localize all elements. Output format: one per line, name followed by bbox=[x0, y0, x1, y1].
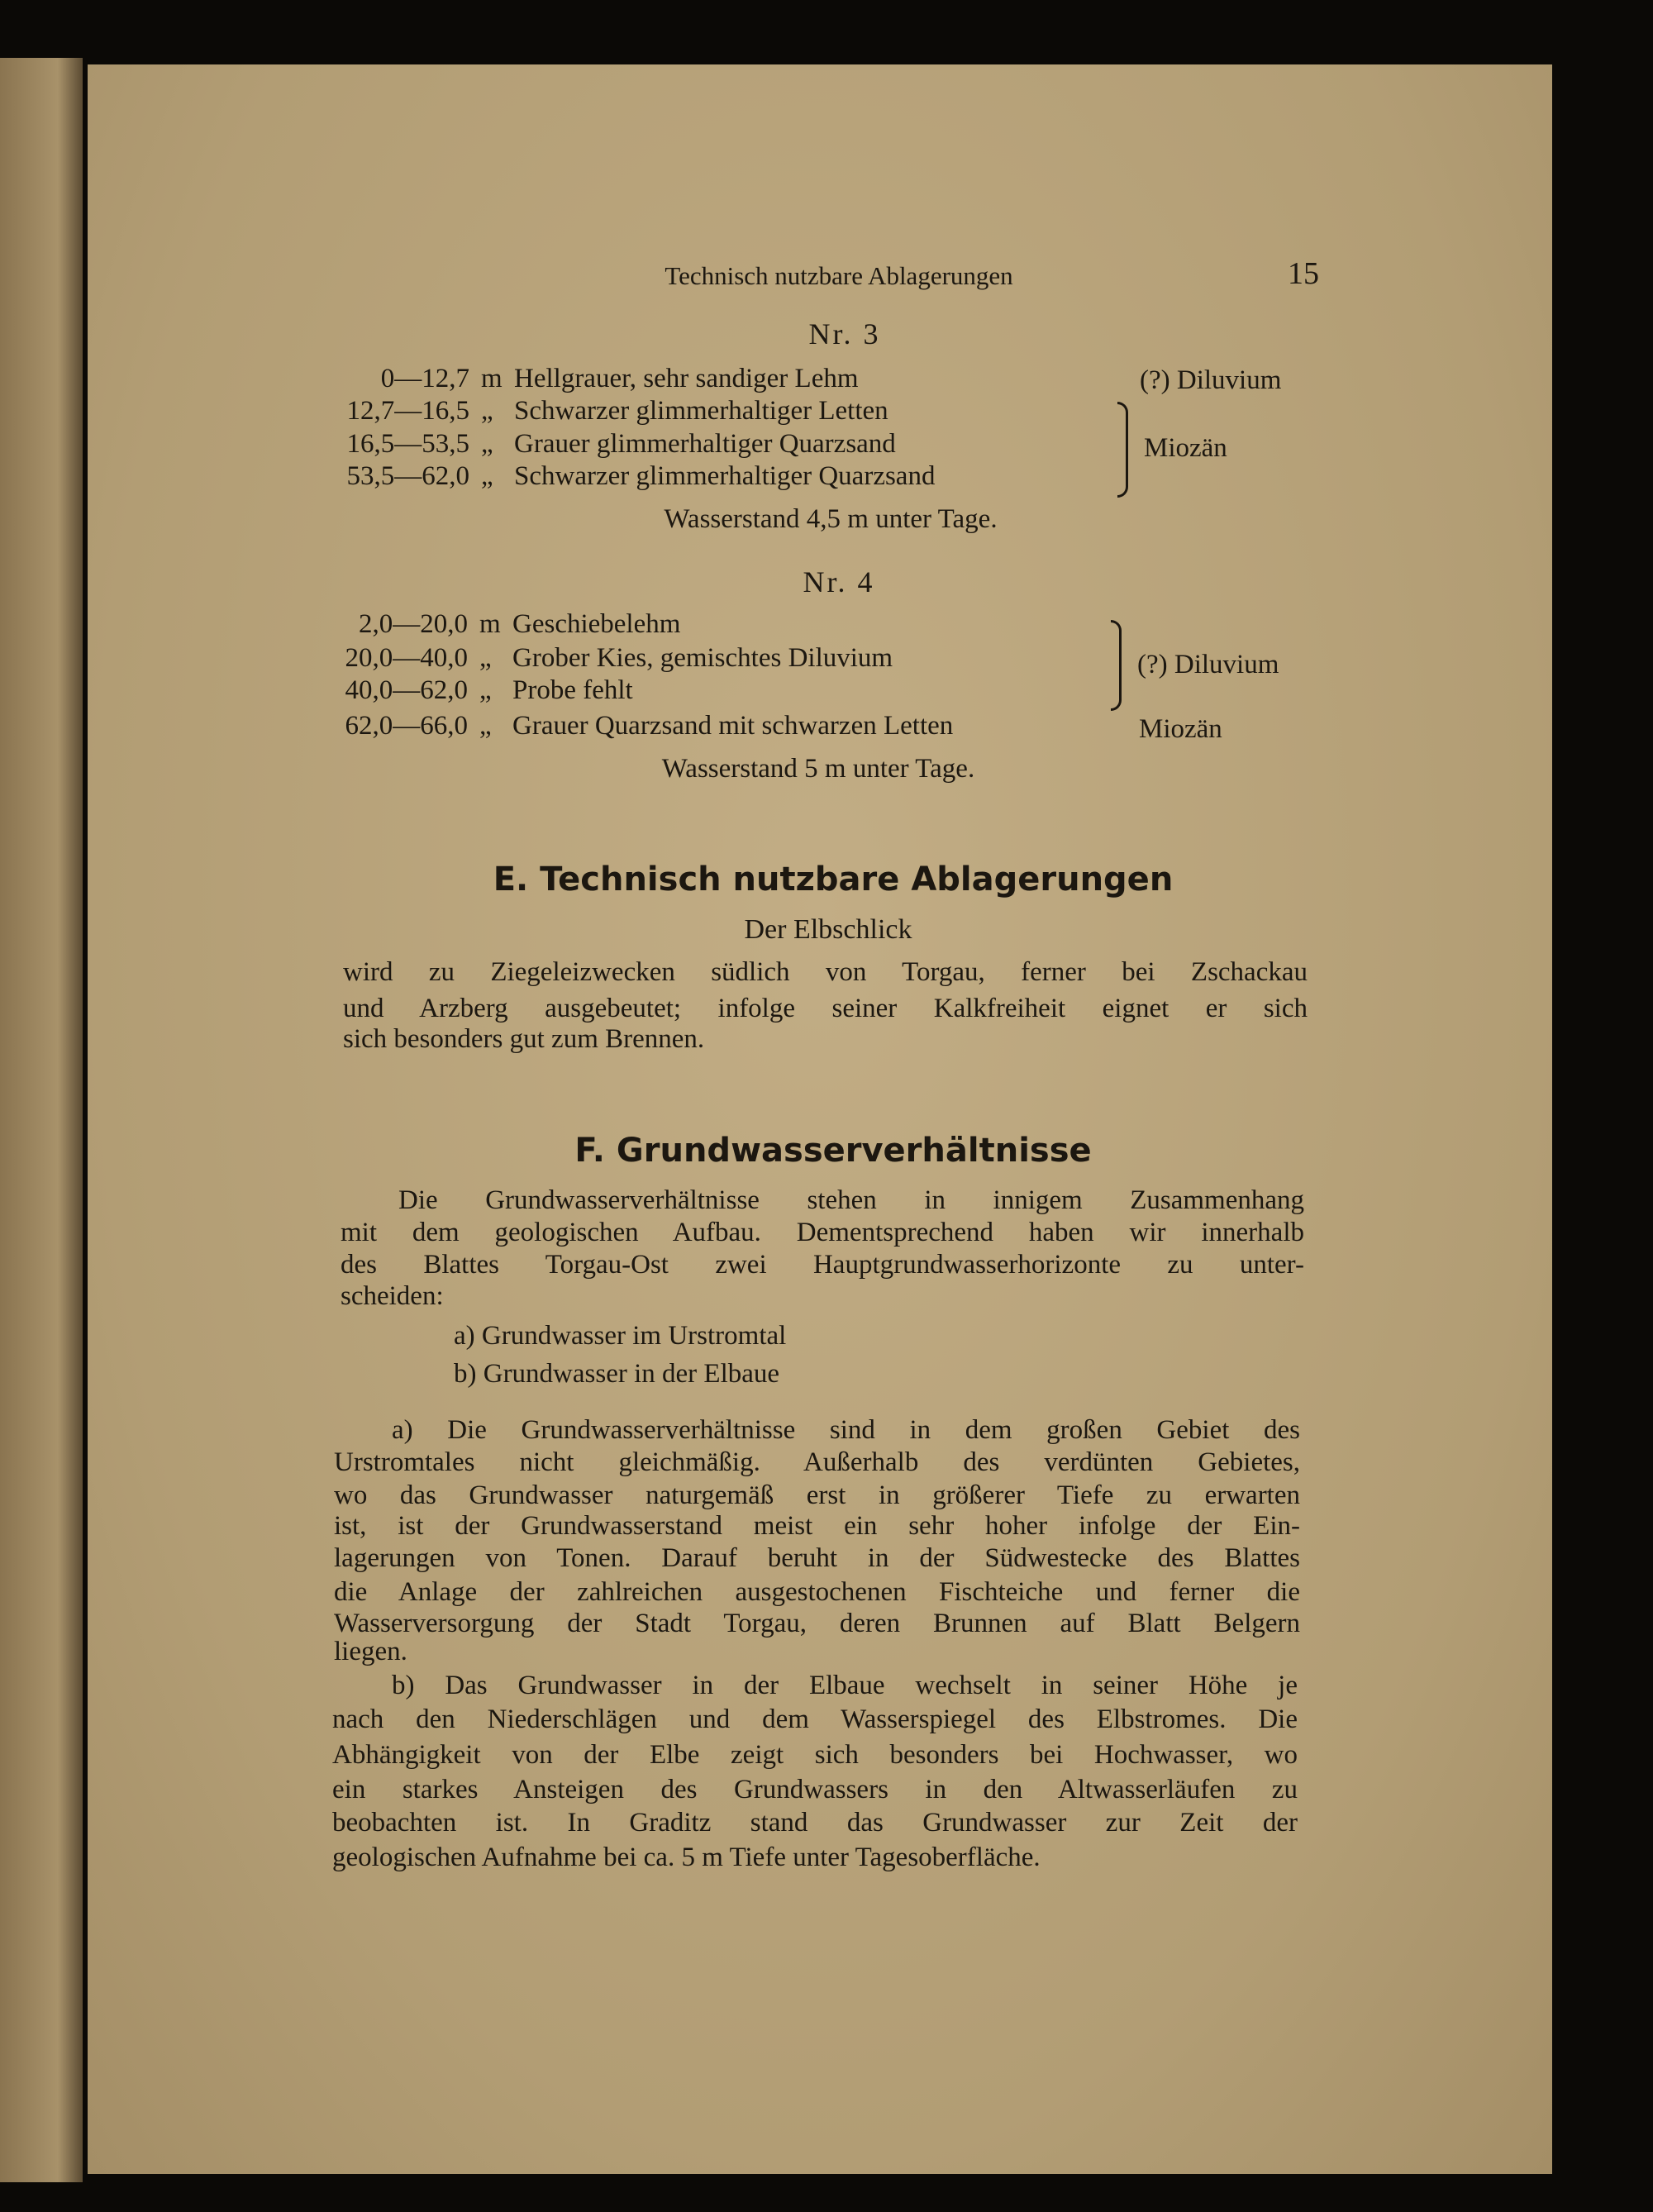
paragraph-line: lagerungen von Tonen. Darauf beruht in der Südwestecke des Blattes bbox=[334, 1543, 1300, 1573]
nr3-water-level: Wasserstand 4,5 m unter Tage. bbox=[664, 504, 998, 534]
depth-unit: m bbox=[481, 364, 503, 393]
nr3-age-diluvium: (?) Diluvium bbox=[1140, 365, 1282, 395]
nr4-brace bbox=[1111, 620, 1122, 711]
left-page-edge bbox=[0, 58, 83, 2182]
depth-unit: „ bbox=[481, 461, 493, 491]
paragraph-line: geologischen Aufnahme bei ca. 5 m Tiefe unter Tagesoberfläche. bbox=[332, 1843, 1041, 1872]
nr3-age-miozaen: Miozän bbox=[1144, 433, 1227, 463]
nr4-water-level: Wasserstand 5 m unter Tage. bbox=[661, 754, 975, 784]
list-item-b: b) Grundwasser in der Elbaue bbox=[454, 1359, 780, 1389]
depth-unit: „ bbox=[479, 711, 492, 741]
nr4-title: Nr. 4 bbox=[803, 565, 875, 598]
layer-description: Grauer Quarzsand mit schwarzen Letten bbox=[512, 711, 954, 741]
paragraph-line: Urstromtales nicht gleichmäßig. Außerhalb des verdünten Gebietes, bbox=[334, 1447, 1300, 1477]
depth-unit: „ bbox=[479, 675, 492, 705]
paragraph-line: ein starkes Ansteigen des Grundwassers in den Altwasserläufen zu bbox=[332, 1775, 1298, 1804]
layer-description: Hellgrauer, sehr sandiger Lehm bbox=[514, 364, 859, 393]
section-e-heading: E. Technisch nutzbare Ablagerungen bbox=[493, 860, 1174, 899]
paragraph-line: wo das Grundwasser naturgemäß erst in größerer Tiefe zu erwarten bbox=[334, 1480, 1300, 1510]
paragraph-line: mit dem geologischen Aufbau. Dementsprechend haben wir innerhalb bbox=[341, 1218, 1304, 1247]
paragraph-line: und Arzberg ausgebeutet; infolge seiner Kalkfreiheit eignet er sich bbox=[343, 994, 1308, 1023]
paragraph-line: a) Die Grundwasserverhältnisse sind in dem großen Gebiet des bbox=[392, 1415, 1300, 1445]
depth-range: 62,0—66,0 bbox=[345, 711, 468, 741]
paragraph-line: sich besonders gut zum Brennen. bbox=[343, 1024, 705, 1054]
depth-unit: m bbox=[479, 609, 501, 639]
depth-range: 40,0—62,0 bbox=[345, 675, 468, 705]
paragraph-line: beobachten ist. In Graditz stand das Grundwasser zur Zeit der bbox=[332, 1808, 1298, 1838]
layer-description: Grober Kies, gemischtes Diluvium bbox=[512, 643, 893, 673]
running-title: Technisch nutzbare Ablagerungen bbox=[665, 261, 1013, 290]
depth-range: 16,5—53,5 bbox=[346, 429, 469, 459]
depth-unit: „ bbox=[479, 643, 492, 673]
layer-description: Schwarzer glimmerhaltiger Quarzsand bbox=[514, 461, 936, 491]
paragraph-line: Die Grundwasserverhältnisse stehen in innigem Zusammenhang bbox=[398, 1185, 1304, 1215]
depth-unit: „ bbox=[481, 429, 493, 459]
paragraph-line: scheiden: bbox=[341, 1281, 444, 1311]
section-f-heading: F. Grundwasserverhältnisse bbox=[574, 1132, 1092, 1170]
paragraph-line: Abhängigkeit von der Elbe zeigt sich besonders bei Hochwasser, wo bbox=[332, 1740, 1298, 1770]
section-e-subheading: Der Elbschlick bbox=[744, 914, 912, 945]
nr3-brace bbox=[1117, 402, 1128, 498]
page-number: 15 bbox=[1288, 256, 1319, 291]
nr4-age-diluvium: (?) Diluvium bbox=[1137, 650, 1279, 679]
nr4-age-miozaen: Miozän bbox=[1139, 714, 1222, 744]
paragraph-line: des Blattes Torgau-Ost zwei Hauptgrundwasserhorizonte zu unter- bbox=[341, 1250, 1304, 1280]
nr3-title: Nr. 3 bbox=[808, 317, 881, 350]
paragraph-line: b) Das Grundwasser in der Elbaue wechselt in seiner Höhe je bbox=[392, 1671, 1298, 1700]
depth-range: 2,0—20,0 bbox=[359, 609, 468, 639]
depth-range: 53,5—62,0 bbox=[346, 461, 469, 491]
paragraph-line: nach den Niederschlägen und dem Wasserspiegel des Elbstromes. Die bbox=[332, 1704, 1298, 1734]
layer-description: Grauer glimmerhaltiger Quarzsand bbox=[514, 429, 896, 459]
paragraph-line: wird zu Ziegeleizwecken südlich von Torgau, ferner bei Zschackau bbox=[343, 957, 1308, 987]
depth-range: 20,0—40,0 bbox=[345, 643, 468, 673]
paragraph-line: die Anlage der zahlreichen ausgestochenen Fischteiche und ferner die bbox=[334, 1577, 1300, 1607]
paragraph-line: ist, ist der Grundwasserstand meist ein sehr hoher infolge der Ein- bbox=[334, 1511, 1300, 1541]
paragraph-line: liegen. bbox=[334, 1637, 407, 1666]
depth-range: 0—12,7 bbox=[380, 364, 469, 393]
list-item-a: a) Grundwasser im Urstromtal bbox=[454, 1321, 787, 1351]
layer-description: Schwarzer glimmerhaltiger Letten bbox=[514, 396, 888, 426]
layer-description: Probe fehlt bbox=[512, 675, 633, 705]
depth-unit: „ bbox=[481, 396, 493, 426]
layer-description: Geschiebelehm bbox=[512, 609, 681, 639]
paragraph-line: Wasserversorgung der Stadt Torgau, deren Brunnen auf Blatt Belgern bbox=[334, 1609, 1300, 1638]
depth-range: 12,7—16,5 bbox=[346, 396, 469, 426]
